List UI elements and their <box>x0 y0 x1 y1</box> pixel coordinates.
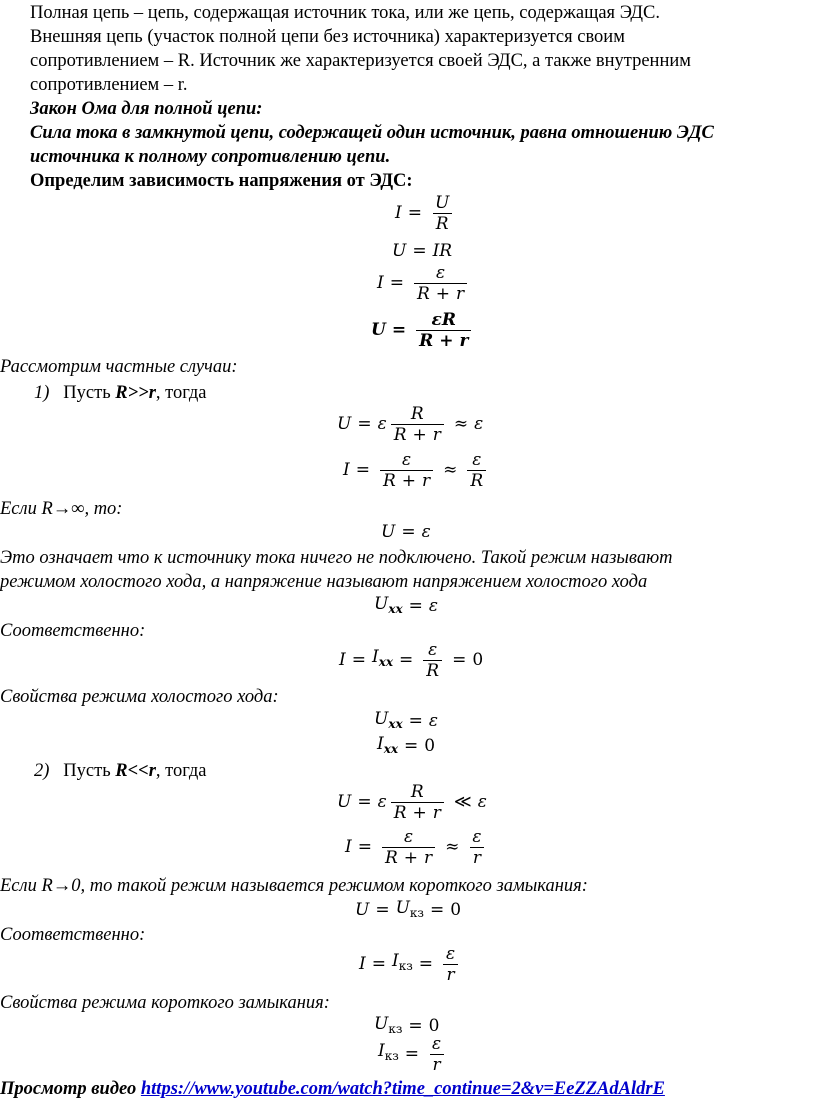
dependence-heading: Определим зависимость напряжения от ЭДС: <box>30 171 413 191</box>
case1-suffix: , тогда <box>155 383 207 403</box>
intro-line-4: сопротивлением – r. <box>30 75 188 95</box>
case2-accordingly: Соответственно: <box>0 925 146 945</box>
formula-ixx-zero: I = $I_{xx}$ = $\frac{\varepsilon}{R}$ = 0 <box>339 640 484 681</box>
formula-u-ir: U = IR <box>392 241 453 262</box>
ohm-law-heading: Закон Ома для полной цепи: <box>30 99 263 119</box>
formula-i-ikz: I = $I_{кз}$ = $\frac{\varepsilon}{r}$ <box>359 944 462 985</box>
case1-accordingly: Соответственно: <box>0 621 146 641</box>
case1-props: Свойства режима холостого хода: <box>0 687 279 707</box>
case2-condition: R<<r <box>115 761 156 781</box>
video-line <box>0 1078 665 1102</box>
case1-number: 1) <box>34 383 50 403</box>
formula-u-ukz-zero: U = $U_{кз}$ = 0 <box>355 897 462 921</box>
ohm-law-statement-1: Сила тока в замкнутой цепи, содержащей один источник, равна отношению ЭДС <box>30 123 714 143</box>
intro-line-3: сопротивлением – R. Источник же характеризуется своей ЭДС, а также внутренним <box>30 51 691 71</box>
formula-uxx-emf: $U_{xx}$ = ε <box>374 593 439 617</box>
case2-prefix: Пусть <box>63 761 116 781</box>
case1-explain-1: Это означает что к источнику тока ничего не подключено. Такой режим называют <box>0 548 673 568</box>
case2-number: 2) <box>34 761 50 781</box>
formula-props-uxx: $U_{xx}$ = ε <box>374 708 439 732</box>
intro-line-2: Внешняя цепь (участок полной цепи без источника) характеризуется своим <box>30 27 625 47</box>
cases-heading: Рассмотрим частные случаи: <box>0 357 238 377</box>
ohm-law-statement-2: источника к полному сопротивлению цепи. <box>30 147 391 167</box>
formula-i-emf: I = $\frac{\varepsilon}{R + r}$ <box>377 263 471 304</box>
formula-case2-u: U = ε $\frac{R}{R + r}$ ≪ ε <box>337 782 487 823</box>
formula-i-u-over-r: I = $\frac{U}{R}$ <box>395 193 456 234</box>
formula-props-ukz: $U_{кз}$ = 0 <box>374 1013 440 1037</box>
formula-case2-i: I = $\frac{\varepsilon}{R + r}$ ≈ $\frac{\varepsilon}{r}$ <box>345 827 489 868</box>
case2-line <box>34 760 207 784</box>
formula-props-ixx: $I_{xx}$ = 0 <box>377 733 436 757</box>
video-label: Просмотр видео <box>0 1079 141 1099</box>
video-link[interactable]: https://www.youtube.com/watch?time_continue=2&v=EeZZAdAldrE <box>140 1079 665 1099</box>
formula-u-emf-bold: U = $\frac{\varepsilon R}{R + r}$ <box>371 310 475 351</box>
case1-prefix: Пусть <box>63 383 116 403</box>
case1-explain-2: режимом холостого хода, а напряжение называют напряжением холостого хода <box>0 572 648 592</box>
intro-line-1: Полная цепь – цепь, содержащая источник тока, или же цепь, содержащая ЭДС. <box>30 3 660 23</box>
case1-if-inf: Если R→∞, то: <box>0 499 123 519</box>
formula-case1-u: U = ε $\frac{R}{R + r}$ ≈ ε <box>337 404 484 445</box>
case1-line <box>34 382 207 406</box>
formula-u-eq-emf: U = ε <box>381 522 431 543</box>
case1-condition: R>>r <box>115 383 156 403</box>
formula-case1-i: I = $\frac{\varepsilon}{R + r}$ ≈ $\frac{\varepsilon}{R}$ <box>343 450 490 491</box>
case2-suffix: , тогда <box>155 761 207 781</box>
case2-if-zero: Если R→0, то такой режим называется режимом короткого замыкания: <box>0 876 588 896</box>
formula-props-ikz: $I_{кз}$ = $\frac{\varepsilon}{r}$ <box>378 1034 448 1075</box>
case2-props: Свойства режима короткого замыкания: <box>0 993 330 1013</box>
